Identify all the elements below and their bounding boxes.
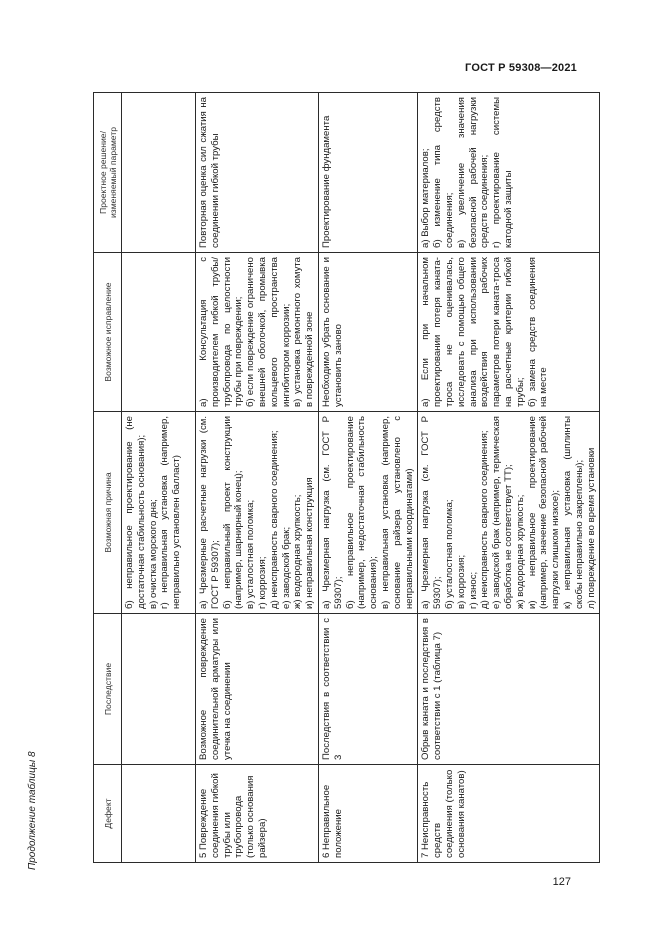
cause-item: ж) водородная хрупкость; [514,494,526,609]
table-row [196,93,319,863]
table-row [418,93,600,863]
design-item: в) увеличение значения безопасной рабочей нагрузки средств соединения; [455,97,491,248]
fix-item: а) Консультация с производителем гибкой трубы/трубопровода по целостности трубы при повреждении; [198,257,245,407]
design-cell: Повторная оценка сил сжатия на соединении гибкой трубы [196,93,319,253]
consequence-cell: Обрыв каната и последствия в соответствии с 1 (таблица 7) [418,614,600,765]
cause-cell [122,412,196,614]
cause-item: е) заводской брак; [280,526,292,609]
cause-item: и) неправильная конструкция [304,477,316,609]
column-header-consequence: Последствие [94,614,122,765]
cause-item: д) неисправность сварного соединения; [268,430,280,609]
cause-item: б) усталостная поломка; [443,499,455,609]
column-header-fix: Возможное исправление [94,253,122,412]
fix-item: б) замена средств соединения на месте [526,257,550,407]
table-row [122,93,196,863]
cause-item: в) коррозия; [455,554,467,609]
cause-item: ж) водородная хрупкость; [292,494,304,609]
cause-cell [196,412,319,614]
design-cell: Проектирование фундамента [318,93,417,253]
cause-item: а) Чрезмерная нагрузка (см. ГОСТ Р 59307); [320,416,344,609]
column-header-cause: Возможная причина [94,412,122,614]
consequence-cell: Последствия в соответствии с 3 [318,614,417,765]
design-item: г) проектирование системы катодной защиты [491,97,514,248]
fix-cell [122,253,196,412]
defect-cell: 7 Неисправность средств соединения (только основания канатов) [418,765,600,863]
cause-item: б) неправильное проектирование (не достаточная стабильность основания); [124,416,147,609]
cause-item: л) повреждение во время установки [585,447,597,609]
cause-item: в) усталостная поломка; [245,499,257,609]
fix-cell [418,253,600,412]
design-cell [122,93,196,253]
cause-item: г) неправильная установка (например, неправильно установлен балласт) [159,416,183,609]
cause-cell [418,412,600,614]
design-item: а) Выбор материалов; [420,148,432,248]
cause-item: в) неправильная установка (например, основание райзера установлено с неправильными координатами) [379,416,415,609]
consequence-cell: Возможное повреждение соединительной арматуры или утечка на соединении [196,614,319,765]
cause-item: г) износ; [467,571,479,609]
fix-cell: Необходимо убрать основание и установить заново [318,253,417,412]
design-item: б) изменение типа средств соединения; [432,97,455,248]
rotated-table-container [93,93,597,863]
defects-table [93,92,600,863]
consequence-cell [122,614,196,765]
fix-item: в) установка ремонтного хомута в поврежденной зоне [292,257,316,407]
cause-item: а) Чрезмерная нагрузка (см. ГОСТ Р 59307); [420,416,444,609]
column-header-defect: Дефект [94,765,122,863]
table-caption: Продолжение таблицы 8 [27,751,38,870]
column-header-design: Проектное решение/ изменяемый параметр [94,93,122,253]
table-header-row [94,93,122,863]
cause-item: б) неправильное проектирование (например, недостаточная стабильность основания); [344,416,380,609]
defect-cell: 6 Неправильное положение [318,765,417,863]
cause-item: к) неправильная установка (шплинты скобы неправильно закреплены); [561,416,585,609]
cause-item: е) заводской брак (например, термическая обработка не соответствует ТТ); [491,416,514,609]
fix-item: б) если повреждение ограничено внешней оболочкой, промывка кольцевого пространства ингибитором коррозии; [245,257,292,407]
cause-item: и) неправильное проектирование (например, значение безопасной рабочей нагрузки слишком низкое); [526,416,562,609]
fix-cell [196,253,319,412]
table-row [318,93,417,863]
design-cell [418,93,600,253]
cause-item: в) очистка морского дна; [147,499,159,609]
document-code: ГОСТ Р 59308—2021 [465,62,577,74]
cause-item: д) неисправность сварного соединения; [479,430,491,609]
cause-item: а) Чрезмерные расчетные нагрузки (см. ГОСТ Р 59307); [198,416,221,609]
cause-cell [318,412,417,614]
page-number: 127 [552,876,571,888]
defect-cell [122,765,196,863]
defect-cell: 5 Повреждение соединения гибкой трубы или трубопровода (только основания райзера) [196,765,319,863]
cause-item: б) неправильный проект конструкции (например, шарнирный конец); [221,416,245,609]
cause-item: г) коррозия; [256,556,268,609]
fix-item: а) Если при начальном проектировании потеря каната-троса не оценивалась, исследовать с помощью общего анализа при использовании воздействия рабочих параметров потери каната-троса на расчетные критерии гибкой трубы; [420,257,526,407]
